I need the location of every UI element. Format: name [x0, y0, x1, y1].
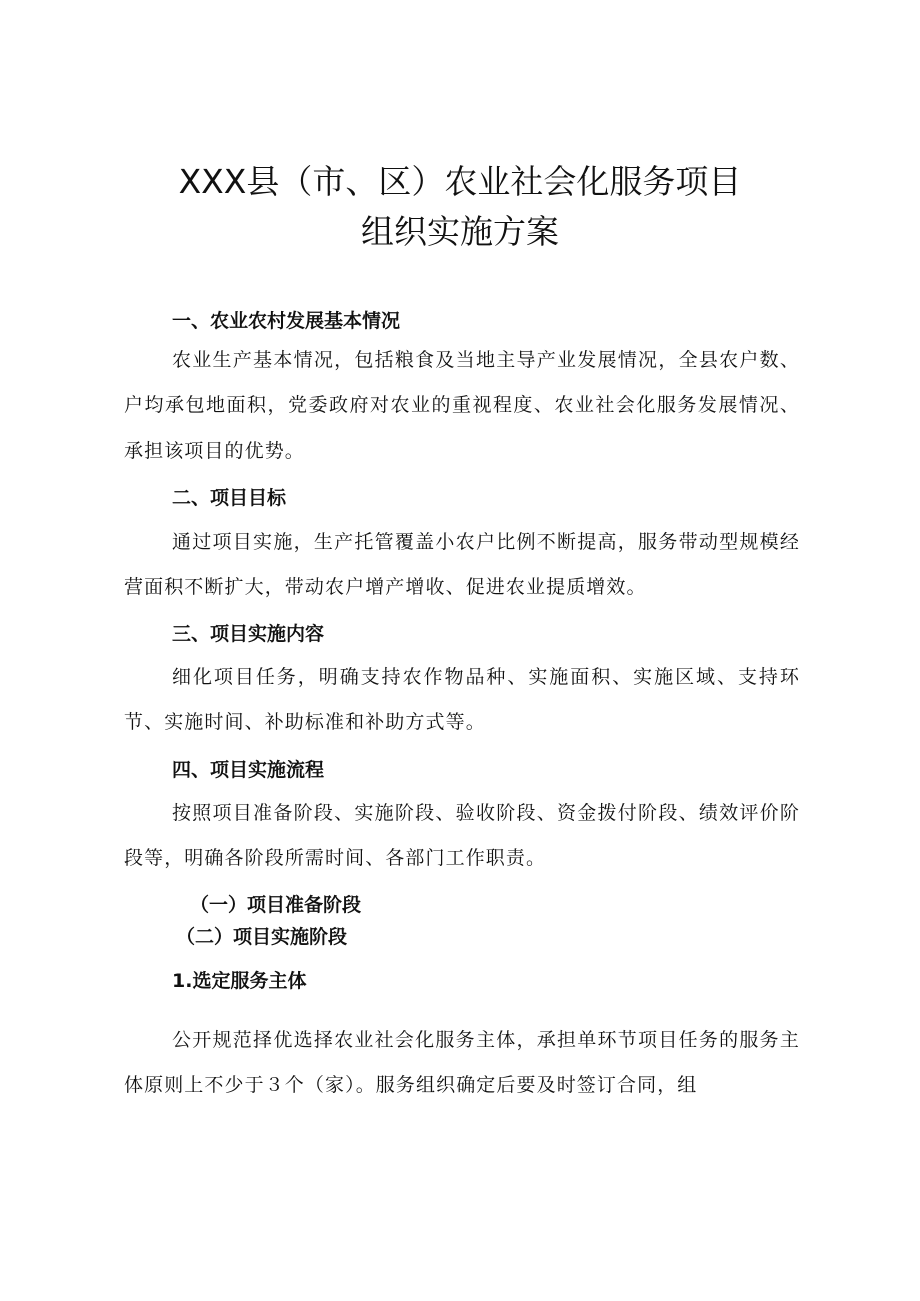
section-heading-3: 三、项目实施内容: [172, 623, 325, 645]
section-heading-4: 四、项目实施流程: [172, 759, 325, 781]
section-paragraph-4: 按照项目准备阶段、实施阶段、验收阶段、资金拨付阶段、绩效评价阶段等，明确各阶段所需时间、各部门工作职责。: [124, 802, 800, 870]
document-title-line-2: 组织实施方案: [361, 212, 559, 251]
section-heading-1: 一、农业农村发展基本情况: [172, 310, 401, 332]
document-title-line-1: XXX县（市、区）农业社会化服务项目: [178, 162, 742, 201]
item-heading-1: 1.选定服务主体: [172, 970, 307, 992]
subsection-heading-1: （一）项目准备阶段: [190, 894, 362, 916]
subsection-heading-2: （二）项目实施阶段: [176, 926, 348, 948]
section-heading-2: 二、项目目标: [172, 487, 287, 509]
item-paragraph-1: 公开规范择优选择农业社会化服务主体，承担单环节项目任务的服务主体原则上不少于３个（家）。服务组织确定后要及时签订合同，组: [124, 1029, 800, 1097]
section-paragraph-1: 农业生产基本情况，包括粮食及当地主导产业发展情况，全县农户数、户均承包地面积，党委政府对农业的重视程度、农业社会化服务发展情况、承担该项目的优势。: [124, 349, 800, 462]
section-paragraph-2: 通过项目实施，生产托管覆盖小农户比例不断提高，服务带动型规模经营面积不断扩大，带动农户增产增收、促进农业提质增效。: [124, 531, 800, 599]
section-paragraph-3: 细化项目任务，明确支持农作物品种、实施面积、实施区域、支持环节、实施时间、补助标准和补助方式等。: [124, 666, 800, 734]
